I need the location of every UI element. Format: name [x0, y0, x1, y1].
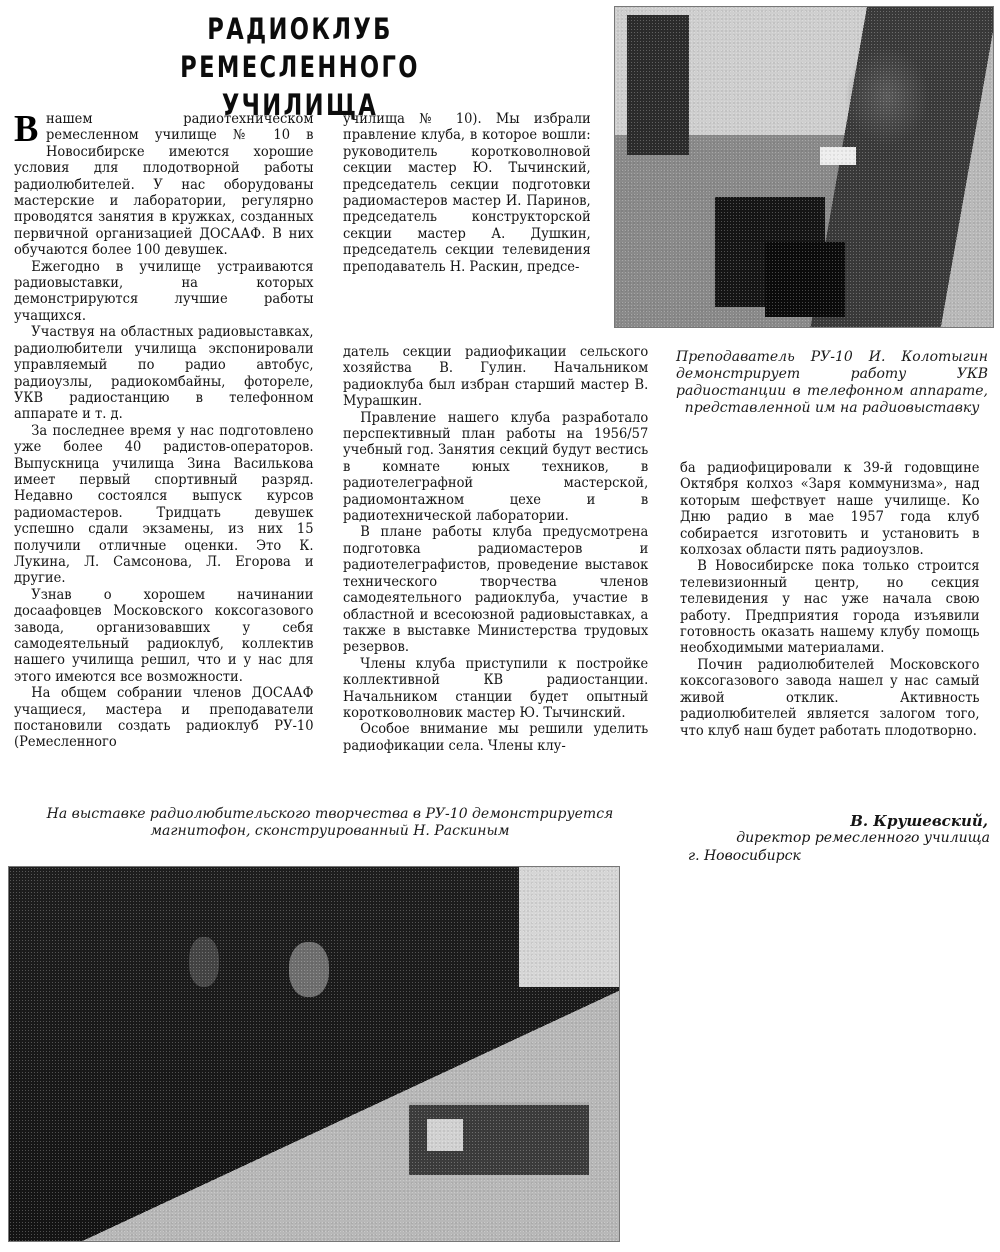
article-column-3	[680, 460, 980, 739]
paragraph	[14, 108, 314, 259]
paragraph: За последнее время у нас подготовлено уже более 40 радистов-операторов. Выпускница училища Зина Василькова имеет первый спортивный разряд. Недавно состоялся выпуск курсов радиомастеров. Тридцать девушек успешно сдали экзамены, из них 15 получили отличные оценки. Это К. Лукина, Л. Самсонова, Л. Егорова и другие.	[14, 422, 314, 587]
paragraph: Правление нашего клуба разработало перспективный план работы на 1956/57 учебный год. Занятия секций будут вестись в комнате юных техников, в радиотелеграфной мастерской, радиомонтажном цехе и в радиотехнической лаборатории.	[343, 409, 649, 525]
drop-cap: В	[14, 108, 39, 150]
headline-line-2: УЧИЛИЩА	[221, 88, 379, 122]
paragraph: Почин радиолюбителей Московского коксогазового завода нашел у нас самый живой отклик. Активность радиолюбителей является залогом того, что клуб наш будет работать плодотворно.	[680, 656, 980, 739]
paragraph: Ежегодно в училище устраиваются радиовыставки, на которых демонстрируются лучшие работы учащихся.	[14, 258, 314, 324]
halftone-texture	[615, 7, 993, 327]
paragraph: В плане работы клуба предусмотрена подготовка радиомастеров и радиотелеграфистов, проведение выставок технического творчества членов самодеятельного радиоклуба, участие в областной и всесоюзной радиовыставках, а также в выставке Министерства трудовых резервов.	[343, 524, 649, 656]
caption-line-1: На выставке радиолюбительского творчества в РУ-10 демонстрируется	[46, 806, 614, 822]
author-city: г. Новосибирск	[688, 848, 801, 864]
author-signature: В. Крушевский,	[850, 812, 988, 830]
article-column-1	[14, 108, 314, 751]
paragraph: Участвуя на областных радиовыставках, радиолюбители училища экспонировали управляемый по радио автобус, радиоузлы, радиокомбайны, фотореле, УКВ радиостанцию в телефонном аппарате и т. д.	[14, 324, 314, 423]
paragraph: датель секции радиофикации сельского хозяйства В. Гулин. Начальником радиоклуба был избран старший мастер В. Мурашкин.	[343, 344, 649, 410]
paragraph: ба радиофицировали к 39-й годовщине Октября колхоз «Заря коммунизма», над которым шефствует наше училище. Ко Дню радио в мае 1957 года клуб собирается изготовить и установить в колхозах области пять радиоузлов.	[680, 460, 980, 559]
paragraph: Члены клуба приступили к постройке коллективной КВ радиостанции. Начальником станции будет опытный коротковолновик мастер Ю. Тычинский.	[343, 655, 649, 721]
headline-line-1: РАДИОКЛУБ РЕМЕСЛЕННОГО	[180, 12, 420, 84]
photo-exhibit-tape-recorder	[8, 866, 620, 1242]
photo-caption-exhibit	[10, 806, 650, 840]
article-column-2-narrow	[343, 111, 591, 275]
paragraph: На общем собрании членов ДОСААФ учащиеся, мастера и преподаватели постановили создать радиоклуб РУ-10 (Ремесленного	[14, 685, 314, 751]
paragraph: Особое внимание мы решили уделить радиофикации села. Члены клу-	[343, 721, 649, 754]
halftone-texture	[9, 867, 619, 1241]
photo-teacher-radio-station	[614, 6, 994, 328]
article-headline	[97, 10, 503, 124]
paragraph: В Новосибирске пока только строится телевизионный центр, но секция телевидения у нас уже начала свою работу. Предприятия города изъявили готовность оказать нашему клубу помощь необходимыми материалами.	[680, 558, 980, 657]
caption-line-2: магнитофон, сконструированный Н. Раскиным	[150, 823, 510, 839]
paragraph-text: нашем радиотехническом ремесленном училище № 10 в Новосибирске имеются хорошие условия для плодотворной работы радиолюбителей. У нас оборудованы мастерские и лаборатории, регулярно проводятся занятия в кружках, созданных первичной организацией ДОСААФ. В них обучаются более 100 девушек.	[14, 111, 314, 259]
paragraph: училища № 10). Мы избрали правление клуба, в которое вошли: руководитель коротковолновой секции мастер Ю. Тычинский, председатель секции подготовки радиомастеров мастер И. Паринов, председатель конструкторской секции мастер А. Душкин, председатель секции телевидения преподаватель Н. Раскин, предсе-	[343, 111, 591, 275]
author-role: директор ремесленного училища	[736, 830, 990, 846]
photo-caption-teacher: Преподаватель РУ-10 И. Колотыгин демонстрирует работу УКВ радиостанции в телефонном аппарате, представленной им на радиовыставку	[676, 349, 988, 416]
article-column-2-wide	[343, 344, 648, 754]
paragraph: Узнав о хорошем начинании досаафовцев Московского коксогазового завода, организовавших у себя самодеятельный радиоклуб, коллектив нашего училища решил, что и у нас для этого имеются все возможности.	[14, 586, 314, 685]
